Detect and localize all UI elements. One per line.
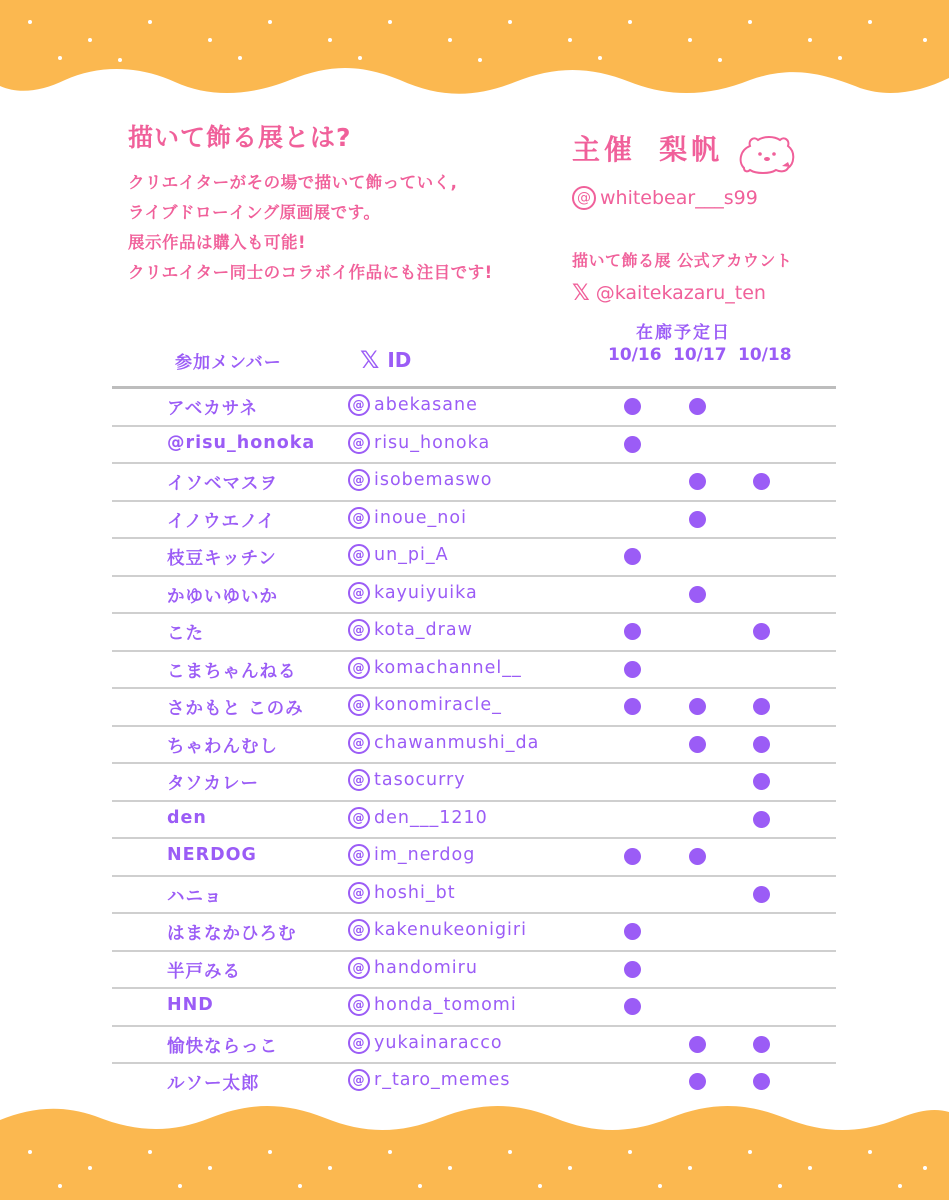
at-icon: @ <box>348 1069 370 1091</box>
table-row <box>112 877 836 915</box>
intro-line: ライブドローイング原画展です。 <box>128 203 381 222</box>
at-icon: @ <box>348 732 370 754</box>
member-name: アベカサネ <box>167 399 259 419</box>
at-icon: @ <box>348 769 370 791</box>
at-icon: @ <box>348 994 370 1016</box>
id-column-header <box>360 346 411 374</box>
table-row <box>112 989 836 1027</box>
member-name: はまなかひろむ <box>167 924 297 944</box>
member-id-text: komachannel__ <box>374 657 522 678</box>
presence-dot-1018 <box>753 773 770 790</box>
organizer-name: 梨帆 <box>659 133 724 166</box>
presence-dot-1016 <box>624 998 641 1015</box>
member-name: こまちゃんねる <box>167 661 297 682</box>
member-name: かゆいゆいか <box>167 586 278 607</box>
member-x-id[interactable] <box>348 994 517 1016</box>
member-x-id[interactable] <box>348 1032 503 1054</box>
presence-dot-1018 <box>753 886 770 903</box>
member-id-text: konomiracle_ <box>374 695 502 715</box>
intro-title: 描いて飾る展とは? <box>128 123 352 152</box>
presence-dot-1018 <box>753 736 770 753</box>
at-icon: @ <box>348 394 370 416</box>
at-icon: @ <box>348 694 370 716</box>
table-row <box>112 464 836 502</box>
member-id-text: r_taro_memes <box>374 1070 511 1090</box>
at-icon: @ <box>348 807 370 829</box>
at-icon: @ <box>348 844 370 866</box>
x-logo-icon: 𝕏 <box>572 280 590 306</box>
presence-dot-1017 <box>689 1036 706 1053</box>
presence-dot-1016 <box>624 398 641 415</box>
table-row <box>112 1027 836 1065</box>
member-x-id[interactable] <box>348 1069 511 1091</box>
member-x-id[interactable] <box>348 394 478 416</box>
member-x-id[interactable] <box>348 807 488 829</box>
member-x-id[interactable] <box>348 469 492 491</box>
at-icon: @ <box>348 957 370 979</box>
date-header-1016: 10/16 <box>608 345 662 365</box>
presence-dot-1018 <box>753 698 770 715</box>
presence-dot-1018 <box>753 1073 770 1090</box>
presence-dot-1017 <box>689 398 706 415</box>
member-id-text: tasocurry <box>374 770 466 790</box>
presence-dot-1016 <box>624 436 641 453</box>
presence-dot-1017 <box>689 736 706 753</box>
member-name: ルソー太郎 <box>167 1074 260 1094</box>
member-x-id[interactable] <box>348 769 466 791</box>
at-icon: @ <box>348 882 370 904</box>
member-x-id[interactable] <box>348 582 478 604</box>
presence-dot-1018 <box>753 623 770 640</box>
member-id-text: abekasane <box>374 395 478 415</box>
member-name: ちゃわんむし <box>167 736 278 757</box>
at-icon: @ <box>572 186 596 210</box>
presence-dot-1017 <box>689 473 706 490</box>
at-icon: @ <box>348 582 370 604</box>
member-name: こた <box>167 624 204 644</box>
member-id-text: risu_honoka <box>374 432 491 453</box>
official-account-handle[interactable] <box>572 281 902 306</box>
presence-dot-1017 <box>689 511 706 528</box>
at-icon: @ <box>348 544 370 566</box>
member-name: 愉快ならっこ <box>167 1036 278 1057</box>
member-id-text: un_pi_A <box>374 545 449 565</box>
member-x-id[interactable] <box>348 882 456 904</box>
table-row <box>112 539 836 577</box>
member-id-text: chawanmushi_da <box>374 732 540 753</box>
member-name: 枝豆キッチン <box>167 549 277 569</box>
member-table <box>112 389 836 1100</box>
at-icon: @ <box>348 469 370 491</box>
member-name: @risu_honoka <box>167 432 316 453</box>
member-x-id[interactable] <box>348 844 475 866</box>
member-name: 半戸みる <box>167 961 241 982</box>
date-header-1017: 10/17 <box>673 345 727 365</box>
at-icon: @ <box>348 619 370 641</box>
at-icon: @ <box>348 657 370 679</box>
member-x-id[interactable] <box>348 619 473 641</box>
top-wave-decoration <box>0 0 949 110</box>
table-row <box>112 689 836 727</box>
presence-dot-1016 <box>624 623 641 640</box>
member-id-text: honda_tomomi <box>374 995 517 1015</box>
presence-dot-1017 <box>689 848 706 865</box>
member-x-id[interactable] <box>348 432 490 454</box>
organizer-label: 主催 <box>572 133 637 166</box>
organizer-handle-text: whitebear___s99 <box>600 186 758 209</box>
member-name: den <box>167 807 207 828</box>
table-row <box>112 427 836 465</box>
bear-icon <box>736 134 798 176</box>
member-name: ハニョ <box>167 886 223 907</box>
x-logo-icon: 𝕏 <box>360 346 380 374</box>
table-row <box>112 914 836 952</box>
at-icon: @ <box>348 1032 370 1054</box>
table-row <box>112 502 836 540</box>
table-row <box>112 727 836 765</box>
member-id-text: kakenukeonigiri <box>374 920 527 940</box>
member-x-id[interactable] <box>348 507 467 529</box>
date-header-1018: 10/18 <box>738 345 792 365</box>
member-id-text: isobemaswo <box>374 470 493 490</box>
table-row <box>112 577 836 615</box>
presence-dot-1016 <box>624 661 641 678</box>
at-icon: @ <box>348 919 370 941</box>
presence-dot-1017 <box>689 698 706 715</box>
presence-dot-1016 <box>624 548 641 565</box>
member-name: イソベマスヲ <box>167 474 278 494</box>
table-row <box>112 614 836 652</box>
member-id-text: im_nerdog <box>374 845 476 865</box>
intro-section <box>128 118 568 288</box>
official-handle-text: @kaitekazaru_ten <box>595 282 766 304</box>
official-account-label: 描いて飾る展 公式アカウント <box>572 250 793 270</box>
presence-dot-1016 <box>624 698 641 715</box>
presence-dot-1018 <box>753 1036 770 1053</box>
member-x-id[interactable] <box>348 919 527 941</box>
member-name: タソカレー <box>167 774 259 794</box>
presence-dot-1017 <box>689 1073 706 1090</box>
member-id-text: kota_draw <box>374 620 473 640</box>
presence-dot-1017 <box>689 586 706 603</box>
intro-line: 展示作品は購入も可能! <box>128 233 307 252</box>
presence-dates-header: 在廊予定日 <box>636 323 731 343</box>
member-name: HND <box>167 995 214 1015</box>
member-id-text: inoue_noi <box>374 507 467 528</box>
member-x-id[interactable] <box>348 732 539 754</box>
member-x-id[interactable] <box>348 957 478 979</box>
presence-dot-1016 <box>624 848 641 865</box>
organizer-handle[interactable] <box>572 186 902 210</box>
member-x-id[interactable] <box>348 694 502 716</box>
member-name: イノウエノイ <box>167 511 276 532</box>
table-row <box>112 952 836 990</box>
member-name: さかもと このみ <box>167 699 304 719</box>
member-id-text: yukainaracco <box>374 1032 503 1053</box>
id-header-text: ID <box>387 348 412 372</box>
table-row <box>112 652 836 690</box>
intro-line: クリエイター同士のコラボイ作品にも注目です! <box>128 263 493 282</box>
presence-dot-1018 <box>753 473 770 490</box>
member-id-text: kayuiyuika <box>374 582 478 603</box>
presence-dot-1016 <box>624 923 641 940</box>
member-x-id[interactable] <box>348 544 449 566</box>
member-name: NERDOG <box>167 845 257 865</box>
member-id-text: handomiru <box>374 957 478 978</box>
organizer-section <box>572 128 902 306</box>
intro-line: クリエイターがその場で描いて飾っていく, <box>128 173 458 192</box>
member-id-text: den___1210 <box>374 807 488 828</box>
at-icon: @ <box>348 432 370 454</box>
table-row <box>112 802 836 840</box>
table-row <box>112 839 836 877</box>
members-column-header: 参加メンバー <box>175 353 282 373</box>
bottom-wave-decoration <box>0 1090 949 1200</box>
member-id-text: hoshi_bt <box>374 882 456 903</box>
member-x-id[interactable] <box>348 657 522 679</box>
table-row <box>112 389 836 427</box>
presence-dot-1016 <box>624 961 641 978</box>
at-icon: @ <box>348 507 370 529</box>
presence-dot-1018 <box>753 811 770 828</box>
table-row <box>112 764 836 802</box>
